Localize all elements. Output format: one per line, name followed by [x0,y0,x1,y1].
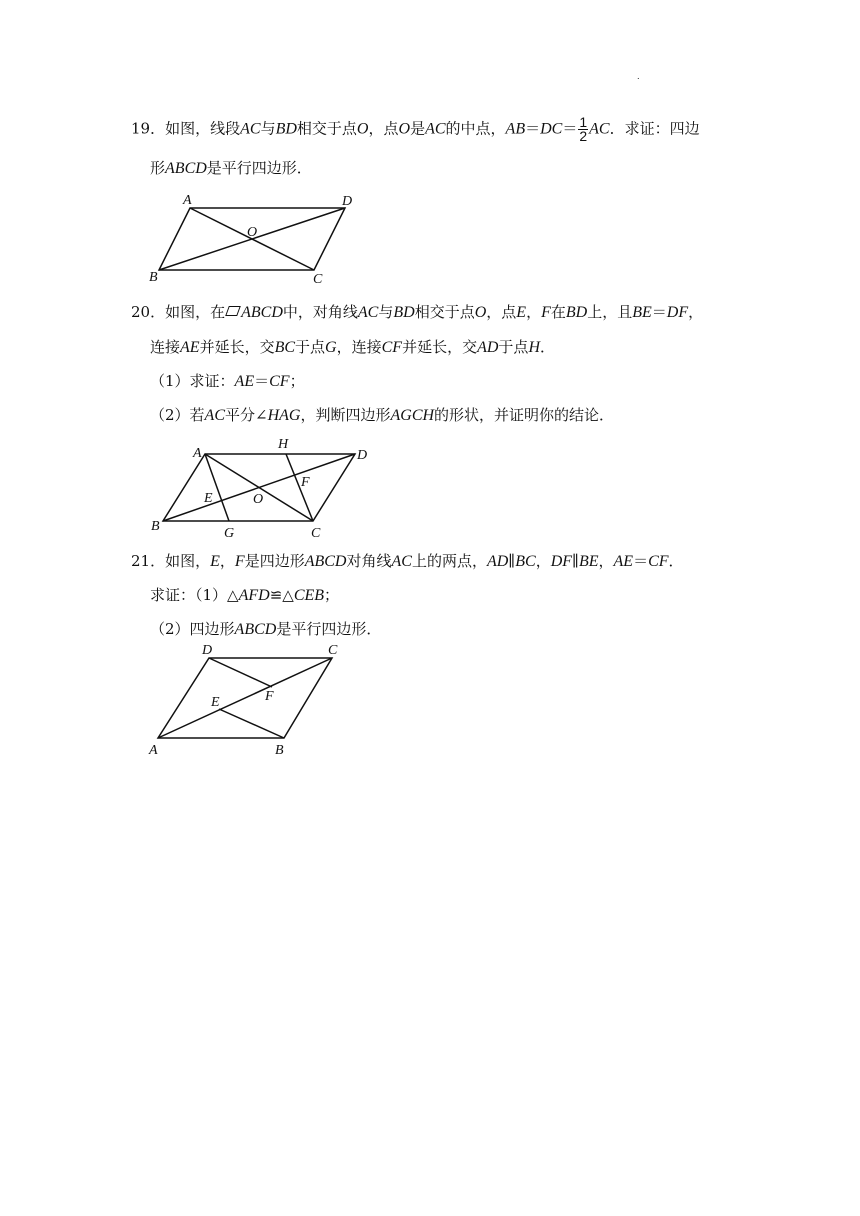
text: ∥ [572,552,579,570]
text: 是四边形 [244,552,305,570]
label-e: E [204,491,213,506]
text: 如图， [165,552,211,570]
text: 的中点， [445,119,506,138]
label-d: D [357,448,368,463]
math-var: CEB [293,587,325,604]
text: 的形状，并证明你的结论． [434,406,615,424]
text: ， [526,303,542,321]
text: ∥ [508,552,516,570]
text: ≌△ [269,586,294,604]
label-b: B [151,519,160,534]
text: ＝ [254,372,270,390]
segment-be [219,709,284,738]
text: 并延长，交 [199,338,275,356]
label-a: A [183,193,192,208]
math-var: BD [393,304,415,321]
question-number: 19． [131,119,166,138]
label-c: C [328,643,338,658]
text: ， [219,552,235,570]
text: 上，且 [587,303,633,321]
text: 如图，线段 [165,119,241,138]
label-f: F [301,475,310,490]
text: 是 [410,119,426,138]
math-var: AE [234,373,255,390]
text: ，点 [486,303,517,321]
text: ＝ [651,303,667,321]
math-var: E [210,553,220,570]
math-var: BD [275,120,297,138]
math-var: BC [515,553,536,570]
text: （2）若 [150,406,205,424]
label-d: D [342,194,353,209]
math-var: AD [486,553,509,570]
text: 是平行四边形． [206,159,312,177]
text: ． [540,338,556,356]
math-var: G [325,339,337,356]
math-var: F [541,304,551,321]
text: ； [324,586,340,604]
math-var: BE [578,553,599,570]
math-var: O [398,120,411,138]
math-var: AC [589,120,610,138]
math-var: BE [632,304,652,321]
math-var: O [474,304,487,321]
text: 并延长，交 [402,338,478,356]
math-var: DC [540,120,563,138]
text: ＝ [525,119,541,138]
label-d: D [202,643,213,658]
label-h: H [278,437,289,452]
text: 相交于点 [414,303,475,321]
math-var: BD [565,304,588,321]
text: 于点 [295,338,326,356]
math-var: CF [381,339,403,356]
math-var: H [528,339,540,356]
text: 连接 [150,338,181,356]
text: ，点 [368,119,399,138]
label-b: B [149,270,158,285]
math-var: CF [648,553,669,570]
label-c: C [313,272,323,287]
text: 与 [260,119,276,138]
math-var: AD [477,339,499,356]
math-var: AC [240,120,261,138]
label-a: A [193,446,202,461]
text: ， [688,303,704,321]
label-c: C [311,526,321,541]
frac-num: 1 [579,114,588,130]
segment-df [209,658,272,687]
math-var: AE [180,339,200,356]
label-o: O [247,225,258,240]
text: ，判断四边形 [300,406,391,424]
text: （1）求证： [150,372,235,390]
label-e: E [211,695,220,710]
math-var: HAG [267,407,301,424]
label-f: F [265,689,274,704]
math-var: BC [274,339,296,356]
text: 于点 [498,338,529,356]
text: 上的两点， [411,552,487,570]
math-var: CF [269,373,290,390]
text: 平分∠ [225,406,268,424]
text: 中，对角线 [282,303,358,321]
question-number: 21． [131,552,166,570]
math-var: AC [357,304,379,321]
text: ． [668,552,684,570]
text: ， [535,552,551,570]
math-var: AC [391,553,412,570]
text: ，连接 [336,338,382,356]
header-mark: . [637,72,640,81]
math-var: ABCD [165,160,207,177]
math-var: DF [550,553,573,570]
math-var: ABCD [304,553,347,570]
math-var: AFD [238,587,270,604]
math-var: AC [204,407,225,424]
label-a: A [149,743,158,758]
label-o: O [253,492,264,507]
label-g: G [224,526,235,541]
math-var: F [234,553,245,570]
math-var: E [516,304,527,321]
text: 如图，在 [165,303,226,321]
text: ， [598,552,614,570]
text: 形 [150,159,166,177]
text: ＝ [633,552,649,570]
text: 是平行四边形． [276,620,382,638]
text: 与 [378,303,394,321]
text: ＝ [562,119,578,138]
math-var: ABCD [234,621,277,638]
text: ； [289,372,305,390]
text: 在 [550,303,566,321]
text: 求证：（1）△ [150,586,239,604]
question-number: 20． [131,303,166,321]
math-var: AGCH [390,407,435,424]
math-var: AE [613,553,634,570]
frac-den: 2 [579,128,588,144]
text: ．求证：四边 [609,119,700,138]
math-var: ABCD [241,304,283,321]
text: 相交于点 [296,119,357,138]
math-var: AB [505,120,526,138]
math-var: DF [666,304,689,321]
text: 对角线 [346,552,392,570]
math-var: AC [425,120,446,138]
label-b: B [275,743,284,758]
math-var: O [356,120,369,138]
text: （2）四边形 [150,620,235,638]
